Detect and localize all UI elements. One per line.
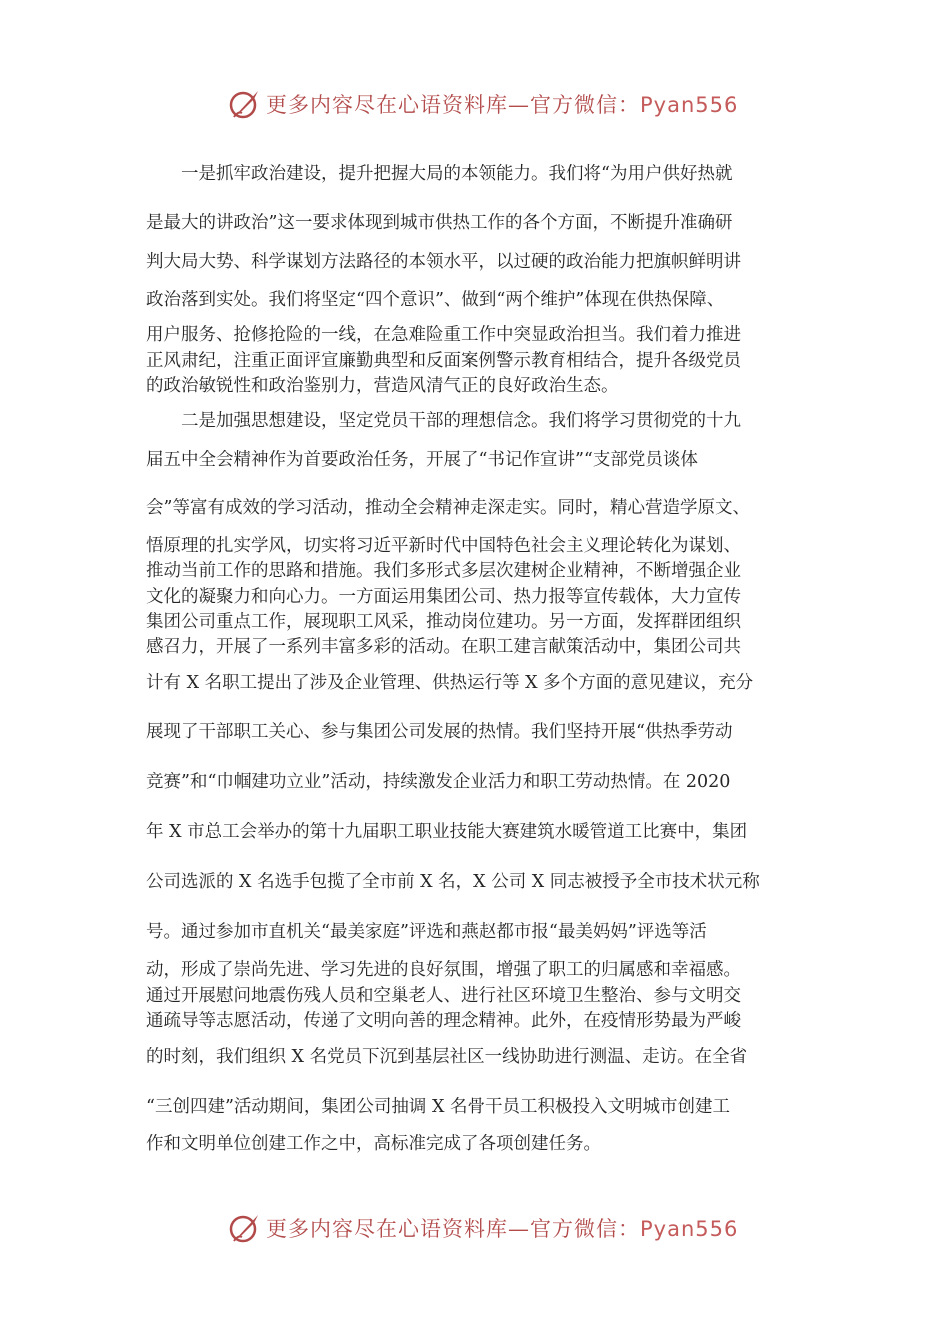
text-line: 竞赛”和“巾帼建功立业”活动，持续激发企业活力和职工劳动热情。在 2020 [146, 772, 731, 792]
text-line: 政治落到实处。我们将坚定“四个意识”、做到“两个维护”体现在供热保障、 [146, 290, 725, 310]
text-line: 的政治敏锐性和政治鉴别力，营造风清气正的良好政治生态。 [146, 376, 619, 396]
text-line: 推动当前工作的思路和措施。我们多形式多层次建树企业精神，不断增强企业 [146, 561, 741, 581]
text-line: 通过开展慰问地震伤残人员和空巢老人、进行社区环境卫生整治、参与文明交 [146, 986, 741, 1006]
text-line: 计有 X 名职工提出了涉及企业管理、供热运行等 X 多个方面的意见建议，充分 [146, 673, 754, 693]
text-line: 二是加强思想建设，坚定党员干部的理想信念。我们将学习贯彻党的十九 [181, 411, 741, 431]
text-line: 的时刻，我们组织 X 名党员下沉到基层社区一线协助进行测温、走访。在全省 [146, 1047, 748, 1067]
text-line: 号。通过参加市直机关“最美家庭”评选和燕赵都市报“最美妈妈”评选等活 [146, 922, 707, 942]
banner-text: 更多内容尽在心语资料库—官方微信：Pyan556 [266, 1217, 739, 1241]
text-line: 悟原理的扎实学风，切实将习近平新时代中国特色社会主义理论转化为谋划、 [146, 536, 741, 556]
text-line: 届五中全会精神作为首要政治任务，开展了“书记作宣讲”“支部党员谈体 [146, 450, 698, 470]
quill-logo-icon [228, 87, 262, 121]
text-line: 年 X 市总工会举办的第十九届职工职业技能大赛建筑水暖管道工比赛中，集团 [146, 822, 748, 842]
text-line: 一是抓牢政治建设，提升把握大局的本领能力。我们将“为用户供好热就 [181, 164, 733, 184]
text-line: 展现了干部职工关心、参与集团公司发展的热情。我们坚持开展“供热季劳动 [146, 722, 733, 742]
text-line: 通疏导等志愿活动，传递了文明向善的理念精神。此外，在疫情形势最为严峻 [146, 1011, 741, 1031]
banner-text: 更多内容尽在心语资料库—官方微信：Pyan556 [266, 93, 739, 117]
text-line: 集团公司重点工作，展现职工风采，推动岗位建功。另一方面，发挥群团组织 [146, 612, 741, 632]
text-line: 是最大的讲政治”这一要求体现到城市供热工作的各个方面，不断提升准确研 [146, 213, 733, 233]
text-line: 会”等富有成效的学习活动，推动全会精神走深走实。同时，精心营造学原文、 [146, 498, 750, 518]
text-line: 文化的凝聚力和向心力。一方面运用集团公司、热力报等宣传载体，大力宣传 [146, 587, 741, 607]
quill-logo-icon [228, 1211, 262, 1245]
text-line: 感召力，开展了一系列丰富多彩的活动。在职工建言献策活动中，集团公司共 [146, 637, 741, 657]
text-line: “三创四建”活动期间，集团公司抽调 X 名骨干员工积极投入文明城市创建工 [146, 1097, 730, 1117]
text-line: 动，形成了崇尚先进、学习先进的良好氛围，增强了职工的归属感和幸福感。 [146, 960, 741, 980]
text-line: 公司选派的 X 名选手包揽了全市前 X 名，X 公司 X 同志被授予全市技术状元称 [146, 872, 760, 892]
text-line: 作和文明单位创建工作之中，高标准完成了各项创建任务。 [146, 1134, 601, 1154]
text-line: 判大局大势、科学谋划方法路径的本领水平，以过硬的政治能力把旗帜鲜明讲 [146, 252, 741, 272]
footer-watermark-banner [228, 1208, 738, 1248]
text-line: 正风肃纪，注重正面评宣廉勤典型和反面案例警示教育相结合，提升各级党员 [146, 351, 741, 371]
header-watermark-banner [228, 84, 738, 124]
text-line: 用户服务、抢修抢险的一线，在急难险重工作中突显政治担当。我们着力推进 [146, 325, 741, 345]
